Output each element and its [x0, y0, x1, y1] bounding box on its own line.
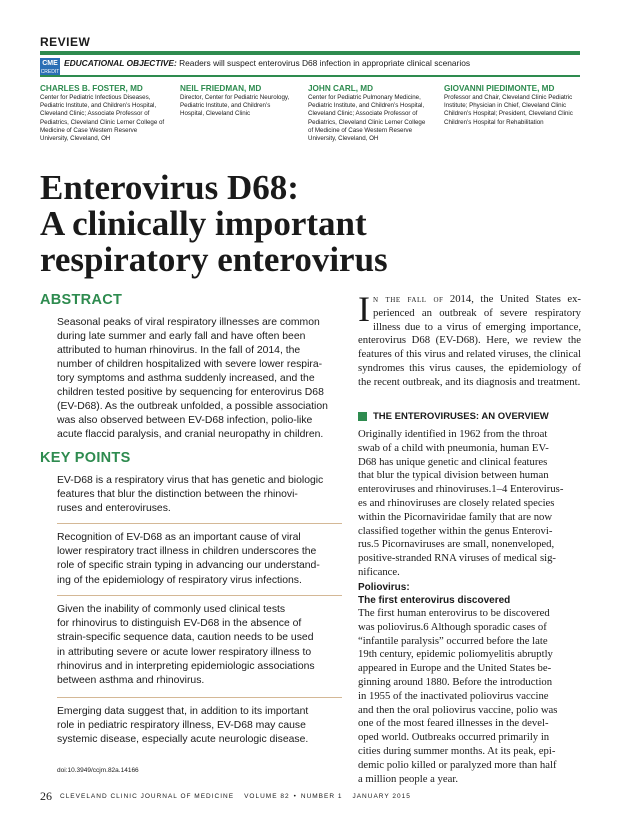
page-footer: 26 CLEVELAND CLINIC JOURNAL OF MEDICINE VOLUME 82 • NUMBER 1 JANUARY 2015 — [40, 789, 411, 803]
intro-paragraph: In the fall of 2014, the United States ex-perienced an outbreak of severe respiratory illness due to a virus of emerging importance, enterovirus D68 (EV-D68). Here, we review the features of this virus and related viruses, the clinical syndromes this virus causes, the epidemiology of the recent outbreak, and its diagnosis and treatment. — [358, 289, 581, 388]
subheading-poliovirus: Poliovirus: The first enterovirus discovered — [358, 582, 511, 606]
section-marker-icon — [358, 412, 367, 421]
key-point-3: Given the inability of commonly used clinical tests for rhinovirus to distinguish EV-D68 in the absence of strain-specific sequence data, caution needs to be used in attributing severe or acute lower respiratory illness to rhinovirus and in interpreting epidemiologic associations between asthma and rhinovirus. — [57, 604, 315, 687]
page-number: 26 — [40, 789, 52, 803]
cme-badge: CME CREDIT — [40, 60, 60, 75]
key-point-divider — [57, 523, 342, 524]
author-piedimonte: GIOVANNI PIEDIMONTE, MD Professor and Chair, Cleveland Clinic Pediatric Institute; Physician in Chief, Cleveland Clinic Children’s Hospital; President, Cleveland Clinic Children’s Hospital for Rehabilitation — [444, 84, 573, 126]
key-point-4: Emerging data suggest that, in addition to its important role in pediatric respiratory illness, EV-D68 may cause systemic disease, especially acute neurologic disease. — [57, 706, 309, 746]
enterovirus-overview-text: Originally identified in 1962 from the throat swab of a child with pneumonia, human EV- D68 has unique genetic and clinical features that blur the typical division between human enteroviruses and rhinoviruses.1–4 Enterovirus- es and rhinoviruses are closely related species within the Picornaviridae family that are now classified together within the genus Enterovi- rus.5 Picornaviruses are small, nonenveloped, positive-stranded RNA viruses of medical sig- nificance. — [358, 428, 564, 578]
key-point-divider — [57, 595, 342, 596]
educational-objective: EDUCATIONAL OBJECTIVE: Readers will suspect enterovirus D68 infection in appropriate clinical scenarios — [64, 58, 471, 68]
section-heading-enteroviruses: THE ENTEROVIRUSES: AN OVERVIEW — [358, 411, 549, 422]
author-carl: JOHN CARL, MD Center for Pediatric Pulmonary Medicine, Pediatric Institute, and Children’s Hospital, Cleveland Clinic; Associate Professor of Pediatrics, Cleveland Clinic Lerner College of Medicine of Case Western Reserve University, Cleveland, OH — [308, 84, 426, 143]
key-point-divider — [57, 697, 342, 698]
poliovirus-text: The first human enterovirus to be discovered was poliovirus.6 Although sporadic cases of “infantile paralysis” occurred before the late 19th century, epidemic poliomyelitis abruptly appeared in Europe and the United States be- ginning around 1880. Before the introduction in 1955 of the inactivated poliovirus vaccine and then the oral poliovirus vaccine, polio was one of the most feared illnesses in the devel- oped world. Outbreaks occurred primarily in cities during summer months. At its peak, epi- demic polio killed or paralyzed more than half a million people a year. — [358, 607, 558, 785]
issue-number: NUMBER 1 — [300, 793, 343, 800]
author-foster: CHARLES B. FOSTER, MD Center for Pediatric Infectious Diseases, Pediatric Institute, and Children’s Hospital, Cleveland Clinic; Associate Professor of Pediatrics, Cleveland Clinic Lerner College of Medicine of Case Western Reserve University, Cleveland, OH — [40, 84, 165, 143]
section-label: REVIEW — [40, 35, 91, 49]
objective-rule — [40, 75, 580, 77]
header-rule — [40, 51, 580, 55]
abstract-text: Seasonal peaks of viral respiratory illnesses are common during late summer and early fall and have often been attributed to human rhinovirus. In the fall of 2014, the number of children hospitalized with severe lower respira- tory symptoms and asthma suddenly increased, and the children tested positive by sequencing for enterovirus D68 (EV-D68). As the outbreak unfolded, a possible association was also observed between EV-D68 infection, polio-like acute flaccid paralysis, and cranial neuropathy in children. — [57, 317, 328, 440]
doi: doi:10.3949/ccjm.82a.14166 — [57, 767, 139, 774]
key-point-1: EV-D68 is a respiratory virus that has genetic and biologic features that blur the distinction between the rhinovi- ruses and enteroviruses. — [57, 475, 324, 515]
key-points-heading: KEY POINTS — [40, 450, 131, 466]
article-title: Enterovirus D68: A clinically important respiratory enterovirus — [40, 168, 388, 279]
volume: VOLUME 82 — [244, 793, 290, 800]
abstract-heading: ABSTRACT — [40, 292, 123, 308]
journal-name: CLEVELAND CLINIC JOURNAL OF MEDICINE — [60, 793, 235, 800]
issue-date: JANUARY 2015 — [352, 793, 411, 800]
drop-cap: I — [358, 289, 370, 329]
author-friedman: NEIL FRIEDMAN, MD Director, Center for Pediatric Neurology, Pediatric Institute, and Children’s Hospital, Cleveland Clinic — [180, 84, 290, 118]
key-point-2: Recognition of EV-D68 as an important cause of viral lower respiratory tract illness in children underscores the role of specific strain typing in advancing our understand- ing of the epidemiology of respiratory virus infections. — [57, 532, 320, 586]
